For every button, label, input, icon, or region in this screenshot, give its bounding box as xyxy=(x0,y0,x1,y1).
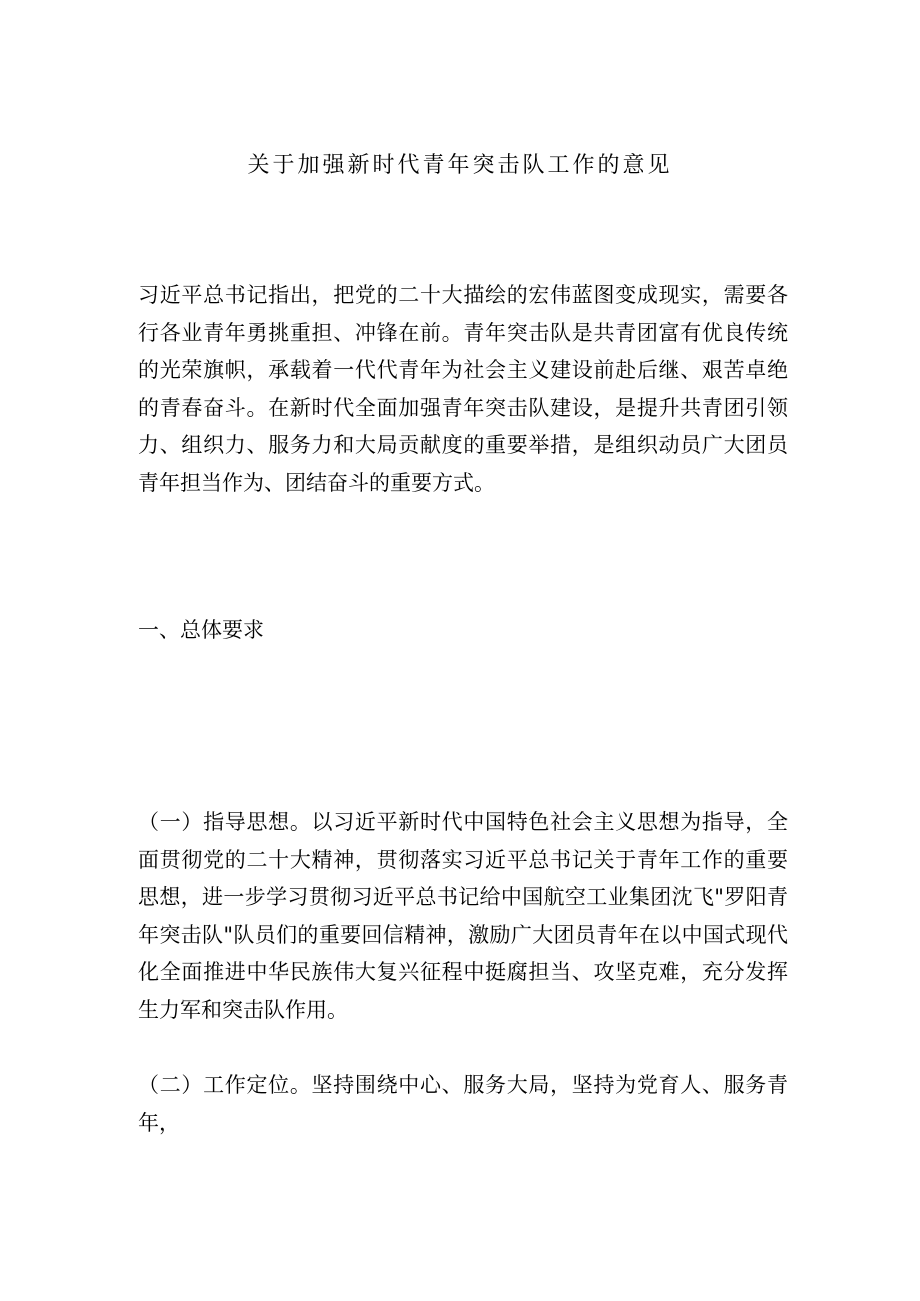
work-positioning-paragraph: （二）工作定位。坚持围绕中心、服务大局，坚持为党育人、服务青年， xyxy=(138,1073,788,1135)
section-heading: 一、总体要求 xyxy=(138,618,264,642)
guiding-thought-paragraph: （一）指导思想。以习近平新时代中国特色社会主义思想为指导，全面贯彻党的二十大精神，贯彻落实习近平总书记关于青年工作的重要思想，进一步学习贯彻习近平总书记给中国航空工业集团沈飞"罗阳青年突击队"队员们的重要回信精神，激励广大团员青年在以中国式现代化全面推进中华民族伟大复兴征程中挺腐担当、攻坚克难，充分发挥生力军和突击队作用。 xyxy=(138,810,788,1022)
document-title: 关于加强新时代青年突击队工作的意见 xyxy=(247,153,673,178)
intro-paragraph: 习近平总书记指出，把党的二十大描绘的宏伟蓝图变成现实，需要各行各业青年勇挑重担、冲锋在前。青年突击队是共青团富有优良传统的光荣旗帜，承载着一代代青年为社会主义建设前赴后继、艰苦卓绝的青春奋斗。在新时代全面加强青年突击队建设，是提升共青团引领力、组织力、服务力和大局贡献度的重要举措，是组织动员广大团员青年担当作为、团结奋斗的重要方式。 xyxy=(138,283,788,495)
